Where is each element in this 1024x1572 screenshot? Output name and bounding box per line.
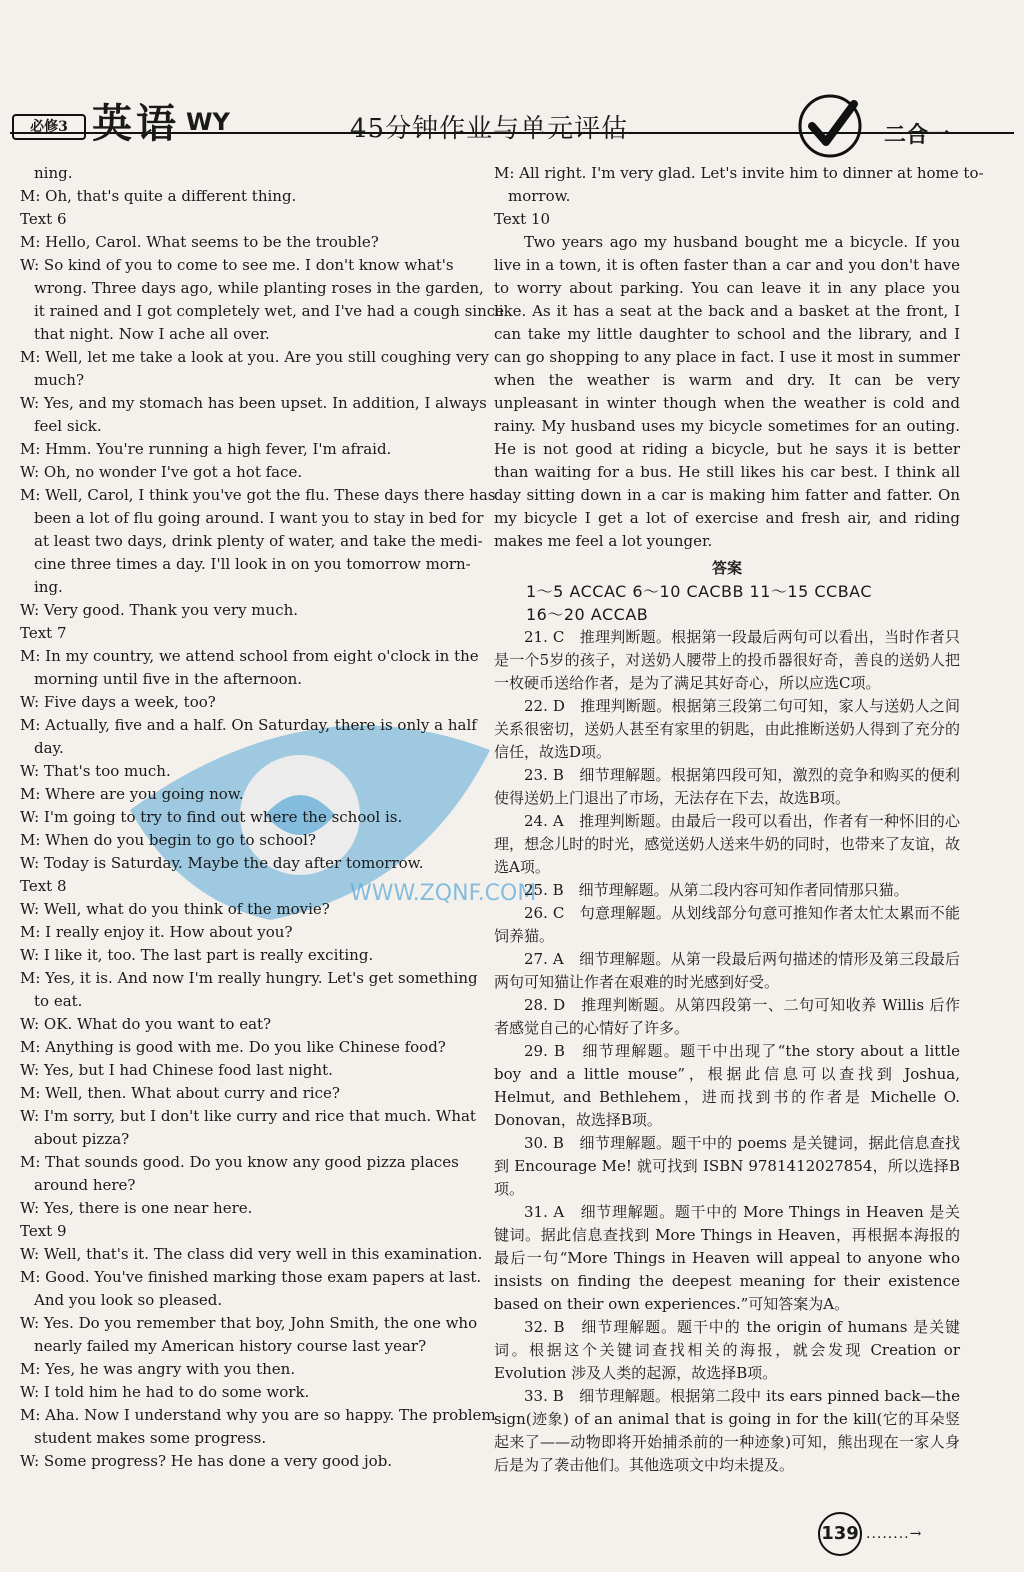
text-line: W: Yes, but I had Chinese food last night. bbox=[20, 1061, 333, 1079]
text-line: W: Very good. Thank you very much. bbox=[20, 601, 299, 619]
text-line: feel sick. bbox=[34, 417, 102, 435]
answer-item: 26. C 句意理解题。从划线部分句意可推知作者太忙太累而不能饲养猫。 bbox=[494, 904, 960, 945]
right-column bbox=[494, 162, 984, 1477]
text-line: M: Yes, it is. And now I'm really hungry. Let's get something bbox=[20, 969, 478, 987]
answer-item: 21. C 推理判断题。根据第一段最后两句可以看出，当时作者只是一个5岁的孩子，对送奶人腰带上的投币器很好奇，善良的送奶人把一枚硬币送给作者，是为了满足其好奇心，所以应选C项。 bbox=[494, 628, 960, 692]
text-line: ing. bbox=[34, 578, 63, 596]
text-line: to eat. bbox=[34, 992, 83, 1010]
text10-paragraph: Two years ago my husband bought me a bicycle. If you live in a town, it is often faster than a car and you don't have to worry about parking. You can leave it in any place you like. As it has a seat at the back and a basket at the front, I can take my little daughter to school and the library, and I can go shopping to any place in fact. I use it most in summer when the weather is warm and dry. It can be very unpleasant in winter though when the weather is cold and rainy. My husband uses my bicycle sometimes for an outing. He is not good at riding a bicycle, but he says it is better than waiting for a bus. He still likes his car best. I think all day sitting down in a car is making him fatter and fatter. On my bicycle I get a lot of exercise and fresh air, and riding makes me feel a lot younger. bbox=[494, 233, 960, 550]
text-line: much? bbox=[34, 371, 84, 389]
answer-item: 29. B 细节理解题。题干中出现了“the story about a little boy and a little mouse”，根据此信息可以查找到 Joshua, Helmut, and Bethlehem，进而找到书的作者是 Michelle O. Donovan，故选择B项。 bbox=[494, 1042, 960, 1129]
text-line: M: Well, Carol, I think you've got the flu. These days there has bbox=[20, 486, 496, 504]
answer-item: 30. B 细节理解题。题干中的 poems 是关键词，据此信息查找到 Encourage Me! 就可找到 ISBN 9781412027854，所以选择B项。 bbox=[494, 1134, 960, 1198]
text-line: about pizza? bbox=[34, 1130, 130, 1148]
page-arrow: ........→ bbox=[866, 1526, 923, 1542]
text-line: W: Yes, there is one near here. bbox=[20, 1199, 253, 1217]
text-line: M: In my country, we attend school from eight o'clock in the bbox=[20, 647, 479, 665]
text-line: W: Oh, no wonder I've got a hot face. bbox=[20, 463, 303, 481]
text-line: M: Hmm. You're running a high fever, I'm afraid. bbox=[20, 440, 392, 458]
text-line: been a lot of flu going around. I want you to stay in bed for bbox=[34, 509, 484, 527]
answer-item: 32. B 细节理解题。题干中的 the origin of humans 是关键词。根据这个关键词查找相关的海报，就会发现 Creation or Evolution 涉及人类的起源，故选择B项。 bbox=[494, 1318, 960, 1382]
text-line: W: Five days a week, too? bbox=[20, 693, 216, 711]
answer-item: 22. D 推理判断题。根据第三段第二句可知，家人与送奶人之间关系很密切，送奶人甚至有家里的钥匙，由此推断送奶人得到了充分的信任，故选D项。 bbox=[494, 697, 960, 761]
text-line: Text 9 bbox=[20, 1222, 67, 1240]
text-line: M: I really enjoy it. How about you? bbox=[20, 923, 293, 941]
text-line: W: So kind of you to come to see me. I don't know what's bbox=[20, 256, 454, 274]
watermark-text: WWW.ZQNF.COM bbox=[350, 881, 537, 906]
text-line: M: Anything is good with me. Do you like Chinese food? bbox=[20, 1038, 446, 1056]
text-line: M: That sounds good. Do you know any good pizza places bbox=[20, 1153, 459, 1171]
text-line: at least two days, drink plenty of water, and take the medi- bbox=[34, 532, 483, 550]
answer-item: 24. A 推理判断题。由最后一段可以看出，作者有一种怀旧的心理，想念儿时的时光，感觉送奶人送来牛奶的同时，也带来了友谊，故选A项。 bbox=[494, 812, 960, 876]
text-line: W: Some progress? He has done a very good job. bbox=[20, 1452, 393, 1470]
text-line: M: Yes, he was angry with you then. bbox=[20, 1360, 296, 1378]
answer-item: 28. D 推理判断题。从第四段第一、二句可知收养 Willis 后作者感觉自己的心情好了许多。 bbox=[494, 996, 960, 1037]
text-line: it rained and I got completely wet, and I've had a cough since bbox=[34, 302, 505, 320]
answer-keys-line-1: 1～5 ACCAC 6～10 CACBB 11～15 CCBAC bbox=[526, 582, 873, 601]
text-line: And you look so pleased. bbox=[34, 1291, 223, 1309]
text-line: M: Well, then. What about curry and rice? bbox=[20, 1084, 340, 1102]
volume-badge: 必修3 bbox=[12, 114, 86, 140]
edition-label: 二合一 bbox=[884, 122, 951, 148]
text-line: Text 6 bbox=[20, 210, 67, 228]
text-line: M: Actually, five and a half. On Saturday, there is only a half bbox=[20, 716, 477, 734]
text-line: W: Yes. Do you remember that boy, John Smith, the one who bbox=[20, 1314, 478, 1332]
subject-code: WY bbox=[186, 108, 230, 136]
text-line: around here? bbox=[34, 1176, 136, 1194]
answer-item: 31. A 细节理解题。题干中的 More Things in Heaven 是关键词。据此信息查找到 More Things in Heaven，再根据本海报的最后一句“More Things in Heaven will appeal to anyone who insists on finding the deepest meaning for their existence based on their own experiences.”可知答案为A。 bbox=[494, 1203, 960, 1313]
text-line: M: Where are you going now. bbox=[20, 785, 244, 803]
text-line: day. bbox=[34, 739, 64, 757]
right-opening-lines bbox=[494, 162, 984, 231]
text-line: M: All right. I'm very glad. Let's invite him to dinner at home to- bbox=[494, 164, 984, 182]
text-line: M: Aha. Now I understand why you are so happy. The problem bbox=[20, 1406, 496, 1424]
text-line: that night. Now I ache all over. bbox=[34, 325, 270, 343]
text-line: W: That's too much. bbox=[20, 762, 171, 780]
answer-item: 27. A 细节理解题。从第一段最后两句描述的情形及第三段最后两句可知猫让作者在艰难的时光感到好受。 bbox=[494, 950, 960, 991]
text-line: W: Today is Saturday. Maybe the day after tomorrow. bbox=[20, 854, 424, 872]
checkmark-logo-icon bbox=[790, 86, 870, 166]
text-line: morrow. bbox=[508, 187, 571, 205]
text-line: cine three times a day. I'll look in on you tomorrow morn- bbox=[34, 555, 471, 573]
text-line: W: Yes, and my stomach has been upset. In addition, I always bbox=[20, 394, 487, 412]
text-line: M: Good. You've finished marking those exam papers at last. bbox=[20, 1268, 482, 1286]
text-line: M: When do you begin to go to school? bbox=[20, 831, 316, 849]
text-line: ning. bbox=[34, 164, 73, 182]
text-line: Text 10 bbox=[494, 210, 551, 228]
text-line: M: Hello, Carol. What seems to be the trouble? bbox=[20, 233, 379, 251]
text-line: morning until five in the afternoon. bbox=[34, 670, 303, 688]
answers-title: 答案 bbox=[711, 559, 742, 577]
text-line: W: I like it, too. The last part is really exciting. bbox=[20, 946, 374, 964]
text-line: Text 7 bbox=[20, 624, 67, 642]
answer-item: 33. B 细节理解题。根据第二段中 its ears pinned back—the sign(迹象) of an animal that is going in for the kill(它的耳朵竖起来了——动物即将开始捕杀前的一种迹象)可知，熊出现在一家人身后是为了袭击他们。其他选项文中均未提及。 bbox=[494, 1387, 960, 1474]
answer-keys-line-2: 16～20 ACCAB bbox=[526, 605, 649, 624]
text-line: W: I told him he had to do some work. bbox=[20, 1383, 310, 1401]
answer-item: 25. B 细节理解题。从第二段内容可知作者同情那只猫。 bbox=[524, 881, 909, 899]
text-line: W: Well, that's it. The class did very well in this examination. bbox=[20, 1245, 483, 1263]
text-line: M: Well, let me take a look at you. Are you still coughing very bbox=[20, 348, 489, 366]
text-line: W: I'm going to try to find out where the school is. bbox=[20, 808, 403, 826]
text-line: W: OK. What do you want to eat? bbox=[20, 1015, 272, 1033]
text-line: M: Oh, that's quite a different thing. bbox=[20, 187, 297, 205]
text-line: wrong. Three days ago, while planting roses in the garden, bbox=[34, 279, 484, 297]
book-title: 45分钟作业与单元评估 bbox=[350, 114, 629, 144]
text-line: W: Well, what do you think of the movie? bbox=[20, 900, 330, 918]
subject-title: 英语 bbox=[92, 100, 180, 147]
text-line: student makes some progress. bbox=[34, 1429, 267, 1447]
page-number: 139 bbox=[818, 1512, 862, 1556]
text-line: Text 8 bbox=[20, 877, 67, 895]
left-column-dialogues bbox=[20, 162, 505, 1473]
text-line: nearly failed my American history course last year? bbox=[34, 1337, 427, 1355]
text-line: W: I'm sorry, but I don't like curry and rice that much. What bbox=[20, 1107, 476, 1125]
answer-explanations bbox=[494, 626, 960, 1477]
answer-item: 23. B 细节理解题。根据第四段可知，激烈的竞争和购买的便利使得送奶上门退出了市场，无法存在下去，故选B项。 bbox=[494, 766, 960, 807]
